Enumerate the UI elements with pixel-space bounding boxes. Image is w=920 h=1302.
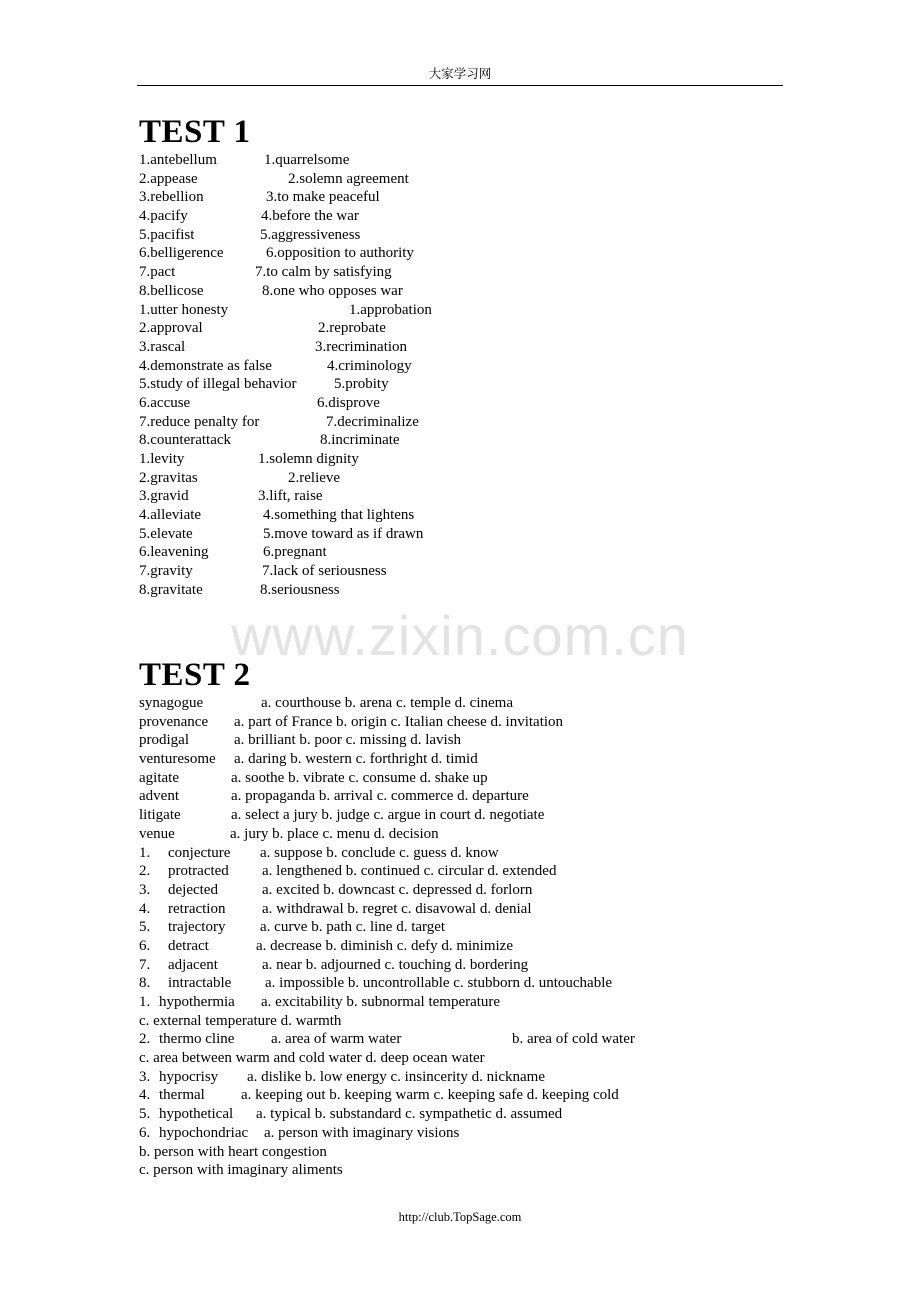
question-word: dejected <box>168 881 218 898</box>
term-left: 7.gravity <box>139 563 193 580</box>
term-left: 5.elevate <box>139 525 193 542</box>
matching-row <box>139 450 799 469</box>
matching-row <box>139 375 799 394</box>
continuation-line <box>139 1049 799 1068</box>
term-left: 3.gravid <box>139 488 189 505</box>
answer-options: c. area between warm and cold water d. deep ocean water <box>139 1050 485 1067</box>
question-number: 5. <box>139 919 151 936</box>
answer-options: a. typical b. substandard c. sympathetic d. assumed <box>256 1106 563 1123</box>
question-word: litigate <box>139 807 181 824</box>
continuation-line <box>139 1161 799 1180</box>
matching-row <box>139 469 799 488</box>
term-left: 8.gravitate <box>139 581 203 598</box>
term-left: 4.demonstrate as false <box>139 357 272 374</box>
answer-options: a. lengthened b. continued c. circular d. extended <box>262 863 557 880</box>
answer-options: a. keeping out b. keeping warm c. keeping safe d. keeping cold <box>241 1087 619 1104</box>
question-word: thermal <box>159 1087 205 1104</box>
question-row <box>139 974 799 993</box>
answer-options: a. daring b. western c. forthright d. timid <box>234 751 478 768</box>
question-word: advent <box>139 788 179 805</box>
matching-row <box>139 431 799 450</box>
term-right: 1.approbation <box>349 301 432 318</box>
term-left: 6.belligerence <box>139 245 224 262</box>
test1-title: TEST 1 <box>139 114 251 150</box>
question-row <box>139 993 799 1012</box>
question-number: 8. <box>139 975 151 992</box>
question-row <box>139 1068 799 1087</box>
term-left: 6.accuse <box>139 394 191 411</box>
question-number: 5. <box>139 1106 151 1123</box>
test2-set3 <box>139 993 799 1180</box>
question-row <box>139 1124 799 1143</box>
matching-row <box>139 151 799 170</box>
term-right: 6.opposition to authority <box>266 245 414 262</box>
continuation-line <box>139 1143 799 1162</box>
term-left: 4.pacify <box>139 208 188 225</box>
answer-options: b. person with heart congestion <box>139 1143 327 1160</box>
answer-options: a. withdrawal b. regret c. disavowal d. denial <box>262 900 532 917</box>
answer-options: a. soothe b. vibrate c. consume d. shake up <box>231 769 488 786</box>
question-row <box>139 713 799 732</box>
question-word: venue <box>139 825 175 842</box>
term-right: 2.relieve <box>288 469 341 486</box>
term-right: 3.recrimination <box>315 338 408 355</box>
question-row <box>139 731 799 750</box>
answer-options: a. part of France b. origin c. Italian cheese d. invitation <box>234 713 564 730</box>
matching-row <box>139 338 799 357</box>
answer-options: a. person with imaginary visions <box>264 1124 460 1141</box>
question-row <box>139 881 799 900</box>
answer-options: a. impossible b. uncontrollable c. stubborn d. untouchable <box>265 975 613 992</box>
question-number: 4. <box>139 900 151 917</box>
continuation-line <box>139 1012 799 1031</box>
question-row <box>139 844 799 863</box>
term-right: 1.solemn dignity <box>258 451 359 467</box>
answer-options-b: b. area of cold water <box>512 1031 635 1048</box>
term-left: 1.antebellum <box>139 152 217 168</box>
matching-row <box>139 581 799 600</box>
question-number: 6. <box>139 1124 151 1141</box>
term-right: 5.move toward as if drawn <box>263 525 424 542</box>
matching-row <box>139 170 799 189</box>
answer-options: c. external temperature d. warmth <box>139 1012 342 1029</box>
term-left: 3.rascal <box>139 338 186 355</box>
term-right: 2.solemn agreement <box>288 170 409 187</box>
question-row <box>139 1086 799 1105</box>
term-right: 8.one who opposes war <box>262 282 403 299</box>
question-row <box>139 1030 799 1049</box>
question-word: venturesome <box>139 751 216 768</box>
term-right: 4.criminology <box>327 357 412 374</box>
term-left: 3.rebellion <box>139 189 204 206</box>
matching-row <box>139 319 799 338</box>
answer-options: a. excited b. downcast c. depressed d. forlorn <box>262 881 533 898</box>
matching-row <box>139 226 799 245</box>
answer-options: a. dislike b. low energy c. insincerity d. nickname <box>247 1068 545 1085</box>
matching-row <box>139 244 799 263</box>
question-row <box>139 918 799 937</box>
answer-options: a. select a jury b. judge c. argue in court d. negotiate <box>231 807 545 824</box>
question-number: 1. <box>139 994 151 1010</box>
page-footer: http://club.TopSage.com <box>398 1210 522 1224</box>
answer-options: a. near b. adjourned c. touching d. bordering <box>262 956 529 973</box>
test1-set2 <box>139 301 799 451</box>
answer-options: c. person with imaginary aliments <box>139 1162 343 1179</box>
answer-options: a. brilliant b. poor c. missing d. lavish <box>234 732 462 749</box>
question-word: adjacent <box>168 956 218 973</box>
answer-options: a. propaganda b. arrival c. commerce d. departure <box>231 788 529 805</box>
question-row <box>139 900 799 919</box>
question-row <box>139 694 799 713</box>
question-row <box>139 750 799 769</box>
matching-row <box>139 357 799 376</box>
term-left: 2.approval <box>139 320 203 337</box>
term-right: 1.quarrelsome <box>264 152 350 168</box>
question-number: 3. <box>139 1068 151 1085</box>
question-number: 4. <box>139 1087 151 1104</box>
term-left: 1.utter honesty <box>139 301 229 318</box>
question-word: hypochondriac <box>159 1124 249 1141</box>
test2-set2 <box>139 844 799 994</box>
matching-row <box>139 506 799 525</box>
term-left: 2.gravitas <box>139 469 198 486</box>
term-left: 1.levity <box>139 451 185 467</box>
question-number: 2. <box>139 1031 151 1048</box>
term-right: 5.aggressiveness <box>260 226 361 243</box>
matching-row <box>139 301 799 320</box>
question-number: 7. <box>139 956 151 973</box>
term-right: 2.reprobate <box>318 320 386 337</box>
term-right: 4.something that lightens <box>263 507 415 524</box>
matching-row <box>139 394 799 413</box>
term-right: 8.incriminate <box>320 432 400 449</box>
term-right: 5.probity <box>334 376 389 393</box>
term-left: 4.alleviate <box>139 507 202 524</box>
matching-row <box>139 525 799 544</box>
header-divider <box>137 85 783 86</box>
question-row <box>139 956 799 975</box>
term-right: 7.to calm by satisfying <box>255 264 392 281</box>
watermark: www.zixin.com.cn <box>231 604 689 667</box>
matching-row <box>139 207 799 226</box>
test1-set3 <box>139 450 799 600</box>
matching-row <box>139 562 799 581</box>
question-word: intractable <box>168 975 232 992</box>
question-number: 6. <box>139 937 151 954</box>
term-right: 7.lack of seriousness <box>262 563 387 580</box>
question-word: prodigal <box>139 732 189 749</box>
question-word: thermo cline <box>159 1031 235 1048</box>
term-left: 5.pacifist <box>139 226 195 243</box>
term-right: 6.pregnant <box>263 544 327 561</box>
question-word: protracted <box>168 863 229 880</box>
term-right: 4.before the war <box>261 208 359 225</box>
test2-title: TEST 2 <box>139 657 251 693</box>
term-left: 8.bellicose <box>139 282 204 299</box>
question-row <box>139 806 799 825</box>
matching-row <box>139 263 799 282</box>
answer-options: a. courthouse b. arena c. temple d. cinema <box>261 695 513 711</box>
term-left: 8.counterattack <box>139 432 232 449</box>
question-word: hypocrisy <box>159 1068 219 1085</box>
question-word: agitate <box>139 769 179 786</box>
test2-set1 <box>139 694 799 844</box>
question-word: hypothermia <box>159 994 235 1010</box>
question-number: 3. <box>139 881 151 898</box>
matching-row <box>139 413 799 432</box>
answer-options: a. jury b. place c. menu d. decision <box>230 825 439 842</box>
term-left: 7.pact <box>139 264 176 281</box>
answer-options: a. area of warm water <box>271 1031 402 1048</box>
answer-options: a. excitability b. subnormal temperature <box>261 994 501 1010</box>
matching-row <box>139 487 799 506</box>
term-left: 2.appease <box>139 170 198 187</box>
term-right: 3.to make peaceful <box>266 189 380 206</box>
question-word: provenance <box>139 713 209 730</box>
term-right: 3.lift, raise <box>258 488 323 505</box>
question-word: retraction <box>168 900 226 917</box>
matching-row <box>139 543 799 562</box>
page-header: 大家学习网 <box>428 67 492 81</box>
term-left: 6.leavening <box>139 544 209 561</box>
term-right: 6.disprove <box>317 394 380 411</box>
question-row <box>139 862 799 881</box>
term-left: 5.study of illegal behavior <box>139 376 297 393</box>
question-word: detract <box>168 937 209 954</box>
question-word: trajectory <box>168 919 226 936</box>
question-row <box>139 825 799 844</box>
question-word: conjecture <box>168 844 231 861</box>
test1-matching <box>139 151 799 600</box>
test2-questions <box>139 694 799 1180</box>
matching-row <box>139 188 799 207</box>
test1-set1 <box>139 151 799 301</box>
question-row <box>139 769 799 788</box>
question-word: synagogue <box>139 695 204 711</box>
question-row <box>139 787 799 806</box>
question-row <box>139 1105 799 1124</box>
answer-options: a. decrease b. diminish c. defy d. minimize <box>256 937 513 954</box>
matching-row <box>139 282 799 301</box>
term-left: 7.reduce penalty for <box>139 413 260 430</box>
question-number: 2. <box>139 863 151 880</box>
term-right: 8.seriousness <box>260 581 340 598</box>
answer-options: a. suppose b. conclude c. guess d. know <box>260 844 499 861</box>
question-row <box>139 937 799 956</box>
question-word: hypothetical <box>159 1106 234 1123</box>
answer-options: a. curve b. path c. line d. target <box>260 919 446 936</box>
term-right: 7.decriminalize <box>326 413 419 430</box>
question-number: 1. <box>139 844 151 861</box>
